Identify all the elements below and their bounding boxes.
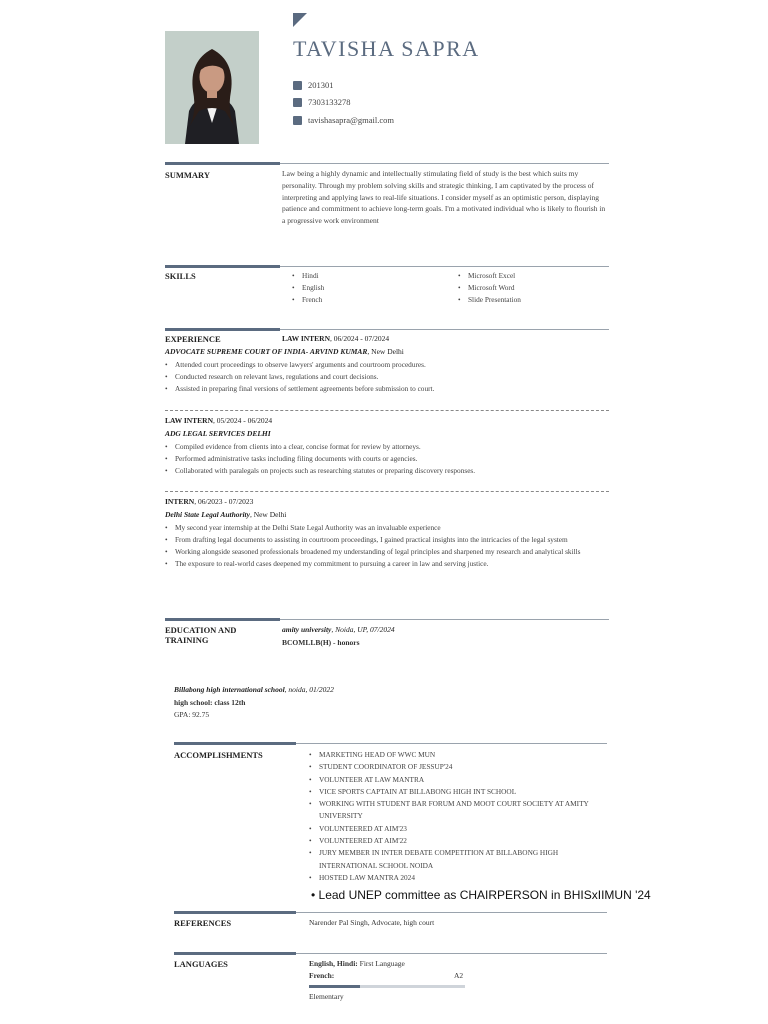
dashed-divider xyxy=(165,491,609,492)
french-level: A2 xyxy=(454,971,464,980)
skill-item: • Slide Presentation xyxy=(458,294,608,306)
job-bullets xyxy=(165,441,610,477)
skills-right-list xyxy=(458,270,608,306)
job-bullet: • The exposure to real-world cases deepened my commitment to pursuing a career in law and serving justice. xyxy=(165,558,610,570)
french-proficiency-track xyxy=(309,985,465,988)
languages-heading: LANGUAGES xyxy=(174,959,228,969)
skill-item: • Hindi xyxy=(292,270,442,282)
job-bullet: • Conducted research on relevant laws, regulations and court decisions. xyxy=(165,371,610,383)
job-bullet: • My second year internship at the Delhi State Legal Authority was an invaluable experience xyxy=(165,522,610,534)
job-bullet: • Attended court proceedings to observe lawyers' arguments and courtroom procedures. xyxy=(165,359,610,371)
job-bullet: • Assisted in preparing final versions of settlement agreements before submission to court. xyxy=(165,383,610,395)
accomplishment-lead-line: • Lead UNEP committee as CHAIRPERSON in BHISxIIMUN '24 xyxy=(311,888,651,902)
education-heading xyxy=(165,625,236,645)
job-location: , New Delhi xyxy=(367,347,404,356)
school-location: , noida, 01/2022 xyxy=(284,685,334,694)
job-employer-line xyxy=(165,510,286,519)
job-role: LAW INTERN xyxy=(282,334,330,343)
school-line xyxy=(174,685,334,694)
summary-text: Law being a highly dynamic and intellectually stimulating field of study is the best which suits my personality. Through my problem solving skills and strategic thinking, I am captivated by the process of interpreting and applying laws to real-life situations. I consider myself as an optimistic person, displaying patience and commitment to achieve long-term goals. I'm a motivated individual who is likely to flourish in a progressive work environment xyxy=(282,169,606,226)
phone-row xyxy=(293,97,351,107)
skill-item: • English xyxy=(292,282,442,294)
section-accent-bar xyxy=(174,911,296,914)
university-line xyxy=(282,625,395,634)
job-employer-line xyxy=(165,429,271,438)
job-employer-line xyxy=(165,347,404,356)
location-icon xyxy=(293,81,302,90)
person-silhouette-icon xyxy=(165,31,259,144)
accomplishment-item: • VOLUNTEER AT LAW MANTRA xyxy=(309,774,609,786)
accomplishment-item: • VOLUNTEERED AT AIM'22 xyxy=(309,835,609,847)
accomplishment-item: • VICE SPORTS CAPTAIN AT BILLABONG HIGH INT SCHOOL xyxy=(309,786,609,798)
summary-heading: SUMMARY xyxy=(165,170,211,180)
accomplishment-item: • JURY MEMBER IN INTER DEBATE COMPETITION AT BILLABONG HIGH INTERNATIONAL SCHOOL NOIDA xyxy=(309,847,609,872)
school-gpa: GPA: 92.75 xyxy=(174,710,210,719)
reference-text: Narender Pal Singh, Advocate, high court xyxy=(309,918,435,927)
accomplishment-item: • HOSTED LAW MANTRA 2024 xyxy=(309,872,609,884)
postal-code: 201301 xyxy=(308,80,334,90)
section-accent-bar xyxy=(165,328,280,331)
job-title xyxy=(165,497,253,506)
job-bullets xyxy=(165,522,610,570)
job-dates: , 06/2024 - 07/2024 xyxy=(330,334,390,343)
university-location: , Noida, UP, 07/2024 xyxy=(331,625,395,634)
job-employer: ADG LEGAL SERVICES DELHI xyxy=(165,429,271,438)
job-role: INTERN xyxy=(165,497,195,506)
accomplishments-heading: ACCOMPLISHMENTS xyxy=(174,750,263,760)
corner-marker-icon xyxy=(293,13,307,27)
accomplishment-item: • WORKING WITH STUDENT BAR FORUM AND MOOT COURT SOCIETY AT AMITY UNIVERSITY xyxy=(309,798,609,823)
section-accent-bar xyxy=(174,952,296,955)
skill-item: • Microsoft Word xyxy=(458,282,608,294)
job-employer: ADVOCATE SUPREME COURT OF INDIA- ARVIND KUMAR xyxy=(165,347,368,356)
experience-heading: EXPERIENCE xyxy=(165,334,221,344)
job-location: , New Delhi xyxy=(249,510,287,519)
job-title xyxy=(282,334,389,343)
french-level-text: Elementary xyxy=(309,992,344,1001)
skills-left-list xyxy=(292,270,442,306)
profile-photo xyxy=(165,31,259,144)
skills-heading: SKILLS xyxy=(165,271,196,281)
job-bullet: • Compiled evidence from clients into a clear, concise format for review by attorneys. xyxy=(165,441,610,453)
french-label: French: xyxy=(309,971,335,980)
job-bullet: • Collaborated with paralegals on projects such as researching statutes or preparing discovery responses. xyxy=(165,465,610,477)
section-accent-bar xyxy=(174,742,296,745)
section-accent-bar xyxy=(165,162,280,165)
job-role: LAW INTERN xyxy=(165,416,213,425)
email-icon xyxy=(293,116,302,125)
job-title xyxy=(165,416,272,425)
school-name: Billabong high international school xyxy=(174,685,285,694)
native-language-line xyxy=(309,958,405,970)
university-degree: BCOMLLB(H) - honors xyxy=(282,638,360,647)
candidate-name: TAVISHA SAPRA xyxy=(293,36,480,61)
section-accent-bar xyxy=(165,618,280,621)
email-row xyxy=(293,115,394,125)
accomplishments-list xyxy=(309,749,609,884)
job-bullets xyxy=(165,359,610,395)
accomplishment-item: • MARKETING HEAD OF WWC MUN xyxy=(309,749,609,761)
job-employer: Delhi State Legal Authority xyxy=(165,510,250,519)
accomplishment-item: • STUDENT COORDINATOR OF JESSUP'24 xyxy=(309,761,609,773)
french-proficiency-fill xyxy=(309,985,360,988)
skill-item: • Microsoft Excel xyxy=(458,270,608,282)
school-degree: high school: class 12th xyxy=(174,698,246,707)
native-language-label: English, Hindi: xyxy=(309,959,358,968)
education-heading-line1: EDUCATION AND xyxy=(165,625,237,635)
phone-icon xyxy=(293,98,302,107)
skill-item: • French xyxy=(292,294,442,306)
phone-number: 7303133278 xyxy=(308,97,351,107)
job-dates: , 06/2023 - 07/2023 xyxy=(194,497,254,506)
references-heading: REFERENCES xyxy=(174,918,232,928)
job-dates: , 05/2024 - 06/2024 xyxy=(213,416,273,425)
accomplishment-item: • VOLUNTEERED AT AIM'23 xyxy=(309,823,609,835)
section-accent-bar xyxy=(165,265,280,268)
education-heading-line2: TRAINING xyxy=(165,635,209,645)
job-bullet: • Working alongside seasoned professionals broadened my understanding of legal principles and sharpened my research and analytical skills xyxy=(165,546,610,558)
dashed-divider xyxy=(165,410,609,411)
university-name: amity university xyxy=(282,625,332,634)
job-bullet: • Performed administrative tasks including filing documents with courts or agencies. xyxy=(165,453,610,465)
native-language-value: First Language xyxy=(359,959,405,968)
job-bullet: • From drafting legal documents to assisting in courtroom proceedings, I gained practical insights into the intricacies of the legal system xyxy=(165,534,610,546)
email-address: tavishasapra@gmail.com xyxy=(308,115,394,125)
postal-code-row xyxy=(293,80,334,90)
